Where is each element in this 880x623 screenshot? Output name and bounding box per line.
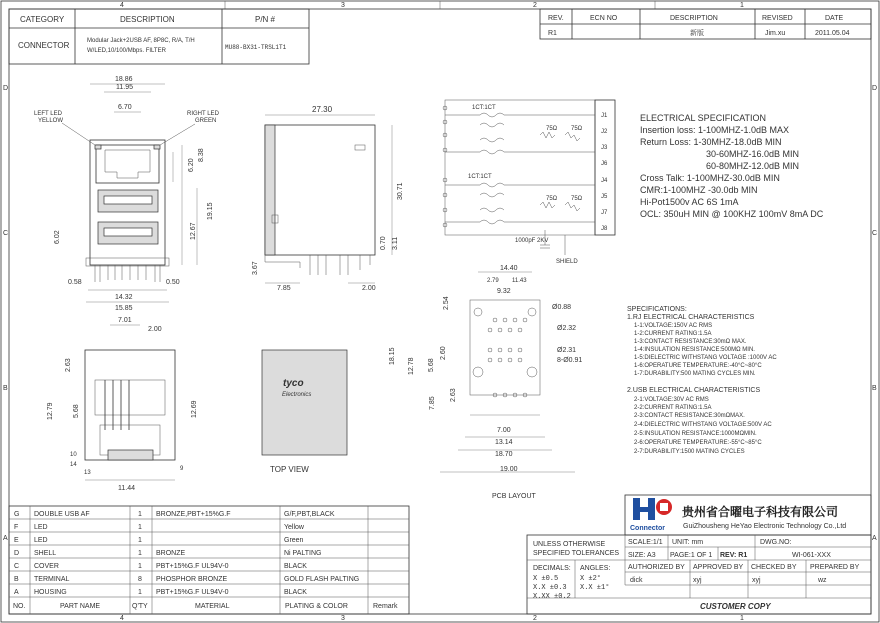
spec-line: OCL: 350uH MIN @ 100KHZ 100mV 8mA DC (640, 209, 824, 219)
bom-cell-qty: 8 (138, 576, 142, 583)
bom-cell-no: G (14, 511, 20, 518)
right-led-color: GREEN (195, 118, 217, 124)
grid-letter: B (872, 385, 877, 392)
dwg-no: WI-061-XXX (792, 552, 831, 559)
company-name-en: GuiZhousheng HeYao Electronic Technology Co.,Ltd (683, 523, 847, 530)
dim-label: 7.01 (118, 317, 132, 324)
dim-label: 14.32 (115, 294, 133, 301)
usb-line: 2-7:DURABILITY:1500 MATING CYCLES (634, 449, 745, 455)
bom-cell-name: COVER (34, 563, 59, 570)
resistor-label: 75Ω (571, 196, 583, 202)
dim-label: 15.85 (115, 305, 133, 312)
rev-header: REV. (548, 15, 564, 22)
company-name-cn: 贵州省合曜电子科技有限公司 (682, 505, 839, 519)
right-led (154, 145, 160, 149)
scale: SCALE:1/1 (628, 539, 663, 546)
bom-header: Remark (373, 603, 398, 610)
bom-header: MATERIAL (195, 603, 230, 610)
bom-cell-name: HOUSING (34, 589, 67, 596)
date-header: DATE (825, 15, 844, 22)
spec-title: ELECTRICAL SPECIFICATION (640, 113, 767, 123)
dim-label: 12.69 (191, 400, 198, 418)
pin-label: J4 (601, 178, 608, 184)
chk-name: xyj (752, 577, 761, 584)
bom-cell-plating: Green (284, 537, 304, 544)
specified-text: SPECIFIED TOLERANCES (533, 550, 620, 557)
pcb-layout-label: PCB LAYOUT (492, 493, 536, 500)
bom-cell-qty: 1 (138, 537, 142, 544)
bom-cell-name: DOUBLE USB AF (34, 511, 90, 518)
pin-label: J6 (601, 161, 608, 167)
resistor-label: 75Ω (546, 196, 558, 202)
category-value: CONNECTOR (18, 41, 70, 50)
spec-title: SPECIFICATIONS: (627, 306, 687, 313)
spec-line: Return Loss: 1-30MHZ-18.0dB MIN (640, 137, 782, 147)
bom-cell-material: PBT+15%G.F UL94V-0 (156, 589, 229, 596)
grid-num: 4 (120, 2, 124, 9)
revised-header: REVISED (762, 15, 793, 22)
approved-label: APPROVED BY (693, 564, 744, 571)
grid-letter: A (3, 535, 8, 542)
bom-cell-name: SHELL (34, 550, 57, 557)
description-line1: Modular Jack+2USB AF, 8P8C, R/A, T/H (87, 38, 195, 44)
revised-value: Jim.xu (765, 30, 786, 37)
pcb-layout (389, 265, 582, 500)
rj45-opening (105, 150, 150, 178)
usb-line: 2-6:OPERATURE TEMPERATURE:-55°C~85°C (634, 440, 762, 446)
authorized-label: AUTHORIZED BY (628, 564, 685, 571)
bom-cell-name: LED (34, 537, 48, 544)
dim-label: 6.70 (118, 104, 132, 111)
dim-label: 30.71 (397, 182, 404, 200)
usb-line: 2-4:DIELECTRIC WITHSTANG VOLTAGE:500V AC (634, 422, 772, 428)
pin-label: J5 (601, 194, 608, 200)
bom-cell-name: LED (34, 524, 48, 531)
bom-cell-qty: 1 (138, 550, 142, 557)
rj-line: 1-7:DURABILITY:500 MATING CYCLES MIN. (634, 371, 756, 377)
dim-label: 6.02 (54, 230, 61, 244)
page: PAGE:1 OF 1 (670, 552, 713, 559)
callout: 13 (84, 470, 91, 476)
dim-label: 19.00 (500, 466, 518, 473)
spec-line: CMR:1-100MHZ -30.0db MIN (640, 185, 758, 195)
dim-label: 14.40 (500, 265, 518, 272)
checked-label: CHECKED BY (751, 564, 797, 571)
grid-letter: C (872, 230, 878, 237)
dim-label: 8.38 (198, 148, 205, 162)
bom-header: PLATING & COLOR (285, 603, 348, 610)
bom-cell-qty: 1 (138, 589, 142, 596)
resistor-label: 75Ω (546, 126, 558, 132)
bom-cell-material: PBT+15%G.F UL94V-0 (156, 563, 229, 570)
ang-line: X ±2° (580, 575, 602, 583)
grid-num: 1 (740, 2, 744, 9)
bom-cell-material: BRONZE,PBT+15%G.F (156, 511, 231, 518)
grid-num: 3 (341, 2, 345, 9)
rj-line: 1-3:CONTACT RESISTANCE:30mΩ MAX. (634, 339, 747, 345)
dim-label: 2.60 (440, 346, 447, 360)
usb-line: 2-1:VOLTAGE:30V AC RMS (634, 397, 709, 403)
unit: UNIT: mm (672, 539, 704, 546)
revision-table (540, 9, 871, 39)
bom-cell-material: BRONZE (156, 550, 186, 557)
ecn-header: ECN NO (590, 15, 618, 22)
tol-line: X ±0.5 (533, 575, 559, 583)
grid-num: 3 (341, 615, 345, 622)
grid-letter: D (872, 85, 878, 92)
title-block (527, 535, 871, 614)
col-category: CATEGORY (20, 15, 65, 24)
pin-label: J2 (601, 129, 608, 135)
dim-label: 19.15 (207, 202, 214, 220)
pin-label: J1 (601, 113, 608, 119)
ct-label: 1CT:1CT (468, 174, 492, 180)
dim-label: 11.44 (118, 485, 135, 492)
grid-letter: A (872, 535, 877, 542)
desc-value: 新版 (690, 30, 704, 37)
dim-label: 18.86 (115, 76, 133, 83)
dim-label: Ø2.31 (557, 347, 577, 354)
dim-label: 8-Ø0.91 (557, 357, 583, 364)
dim-label: 12.67 (190, 222, 197, 240)
left-led-label: LEFT LED (34, 111, 62, 117)
dim-label: 3.11 (392, 236, 399, 250)
bom-cell-material: PHOSPHOR BRONZE (156, 576, 228, 583)
unless-text: UNLESS OTHERWISE (533, 541, 606, 548)
bom-header: PART NAME (60, 603, 101, 610)
rj45-port (96, 145, 159, 183)
pin-label: J8 (601, 226, 608, 232)
bottom-view (47, 317, 198, 492)
grid-top-numbers (120, 1, 744, 9)
bom-cell-no: C (14, 563, 20, 570)
cap-label: 1000pF 2KV (515, 238, 549, 244)
tyco-sub: Electronics (282, 392, 312, 398)
ct-label: 1CT:1CT (472, 105, 496, 111)
bom-cell-plating: Ni PALTING (284, 550, 322, 557)
dim-label: 5.68 (428, 358, 435, 372)
grid-letter: D (3, 85, 9, 92)
bom-cell-no: E (14, 537, 19, 544)
header-category-table (9, 9, 309, 64)
dim-label: 12.79 (47, 402, 54, 420)
rj-title: 1.RJ ELECTRICAL CHARACTERISTICS (627, 314, 755, 321)
angles: ANGLES: (580, 565, 611, 572)
logo-text: Connector (630, 525, 665, 532)
dim-label: 9.32 (497, 288, 511, 295)
dim-label: 12.78 (408, 357, 415, 375)
dim-label: 11.95 (116, 84, 133, 91)
customer-copy: CUSTOMER COPY (700, 602, 771, 611)
left-led (95, 145, 101, 149)
dwg-no-label: DWG.NO: (760, 539, 792, 546)
grid-num: 2 (533, 615, 537, 622)
rj-line: 1-4:INSULATION RESISTANCE:500MΩ MIN. (634, 347, 755, 353)
grid-letter: B (3, 385, 8, 392)
left-led-color: YELLOW (38, 118, 64, 124)
bom-cell-qty: 1 (138, 524, 142, 531)
top-view-label: TOP VIEW (270, 465, 309, 474)
bom-cell-plating: GOLD FLASH PALTING (284, 576, 360, 583)
description-line2: W/LED,10/100/Mbps. FILTER (87, 48, 166, 54)
rj-line: 1-1:VOLTAGE:150V AC RMS (634, 323, 713, 329)
bom-cell-no: B (14, 576, 19, 583)
dim-label: 18.15 (389, 347, 396, 365)
pn-value: MU88-BX31-TRSL1T1 (225, 44, 287, 51)
tol-line: X.XX ±0.2 (533, 593, 571, 601)
spec-line: Insertion loss: 1-100MHZ-1.0dB MAX (640, 125, 790, 135)
dim-label: 18.70 (495, 451, 513, 458)
bottom-body (85, 350, 175, 460)
bom-header: Q'TY (132, 603, 148, 610)
specifications (627, 306, 777, 455)
dim-label: Ø0.88 (552, 304, 572, 311)
bom-cell-name: TERMINAL (34, 576, 70, 583)
dim-label: 3.67 (252, 261, 259, 275)
bom-cell-no: D (14, 550, 20, 557)
bom-cell-plating: BLACK (284, 563, 307, 570)
grid-num: 1 (740, 615, 744, 622)
auth-name: dick (630, 577, 643, 584)
rj-line: 1-6:OPERATURE TEMPERATURE:-40°C~80°C (634, 363, 762, 369)
callout: 9 (180, 466, 184, 472)
bom-cell-no: F (14, 524, 19, 531)
spec-line: Hi-Pot1500v AC 6S 1mA (640, 197, 739, 207)
rj-line: 1-5:DIELECTRIC WITHSTANG VOLTAGE :1000V AC (634, 355, 777, 361)
bom-cell-plating: G/F,PBT,BLACK (284, 511, 335, 518)
decimals: DECIMALS: (533, 565, 571, 572)
rev: REV: R1 (720, 552, 748, 559)
desc-header: DESCRIPTION (670, 15, 718, 22)
dim-label: 2.63 (65, 358, 72, 372)
bom-header: NO. (13, 603, 26, 610)
shield-label: SHIELD (556, 259, 578, 265)
dim-label: 2.79 (487, 278, 499, 284)
callout: 10 (70, 452, 77, 458)
col-description: DESCRIPTION (120, 15, 175, 24)
dim-label: 2.00 (148, 326, 162, 333)
dim-label: 2.54 (443, 296, 450, 310)
grid-letter: C (3, 230, 9, 237)
rj-line: 1-2:CURRENT RATING:1.5A (634, 331, 712, 337)
spec-line: 60-80MHZ-12.0dB MIN (706, 161, 800, 171)
col-pn: P/N # (255, 15, 276, 24)
usb-line: 2-2:CURRENT RATING:1.5A (634, 405, 712, 411)
date-value: 2011.05.04 (815, 30, 850, 37)
spec-line: Cross Talk: 1-100MHZ-30.0dB MIN (640, 173, 780, 183)
resistor-label: 75Ω (571, 126, 583, 132)
rev-value: R1 (548, 30, 557, 37)
ang-line: X.X ±1° (580, 584, 610, 592)
tol-line: X.X ±0.3 (533, 584, 567, 592)
dim-label: 13.14 (495, 439, 513, 446)
bom-cell-plating: Yellow (284, 524, 304, 531)
size: SIZE: A3 (628, 552, 656, 559)
top-view (262, 350, 347, 474)
usb-title: 2.USB ELECTRICAL CHARACTERISTICS (627, 387, 761, 394)
bom-cell-qty: 1 (138, 563, 142, 570)
bom-table (9, 506, 409, 614)
dim-label: 27.30 (312, 105, 333, 114)
side-view (252, 105, 404, 292)
dim-label: 2.00 (362, 285, 376, 292)
dim-label: 0.58 (68, 279, 82, 286)
dim-label: 11.43 (512, 278, 527, 284)
tyco-logo: tyco (283, 378, 304, 389)
callout: 14 (70, 462, 77, 468)
right-led-label: RIGHT LED (187, 111, 219, 117)
usb-line: 2-5:INSULATION RESISTANCE:1000MΩMIN. (634, 431, 757, 437)
pin-label: J3 (601, 145, 608, 151)
grid-num: 4 (120, 615, 124, 622)
filter-schematic (443, 100, 615, 265)
bom-cell-no: A (14, 589, 19, 596)
spec-line: 30-60MHZ-16.0dB MIN (706, 149, 800, 159)
dim-label: 7.85 (277, 285, 291, 292)
company-block (625, 495, 871, 535)
prep-name: wz (818, 577, 827, 584)
dim-label: 6.20 (188, 158, 195, 172)
dim-label: 5.68 (73, 404, 80, 418)
appr-name: xyj (693, 577, 702, 584)
usb-line: 2-3:CONTACT RESISTANCE:30mΩMAX. (634, 413, 745, 419)
grid-bottom-numbers (120, 615, 744, 622)
dim-label: 7.85 (429, 396, 436, 410)
dim-label: Ø2.32 (557, 325, 577, 332)
side-body (265, 125, 375, 255)
top-body (262, 350, 347, 455)
dim-label: 0.70 (380, 236, 387, 250)
grid-num: 2 (533, 2, 537, 9)
prepared-label: PREPARED BY (810, 564, 860, 571)
dim-label: 0.50 (166, 279, 180, 286)
dim-label: 2.63 (450, 388, 457, 402)
bom-cell-plating: BLACK (284, 589, 307, 596)
front-view (34, 76, 220, 312)
company-logo (633, 498, 672, 520)
dim-label: 7.00 (497, 427, 511, 434)
bom-cell-qty: 1 (138, 511, 142, 518)
pin-label: J7 (601, 210, 608, 216)
electrical-spec (640, 113, 824, 219)
